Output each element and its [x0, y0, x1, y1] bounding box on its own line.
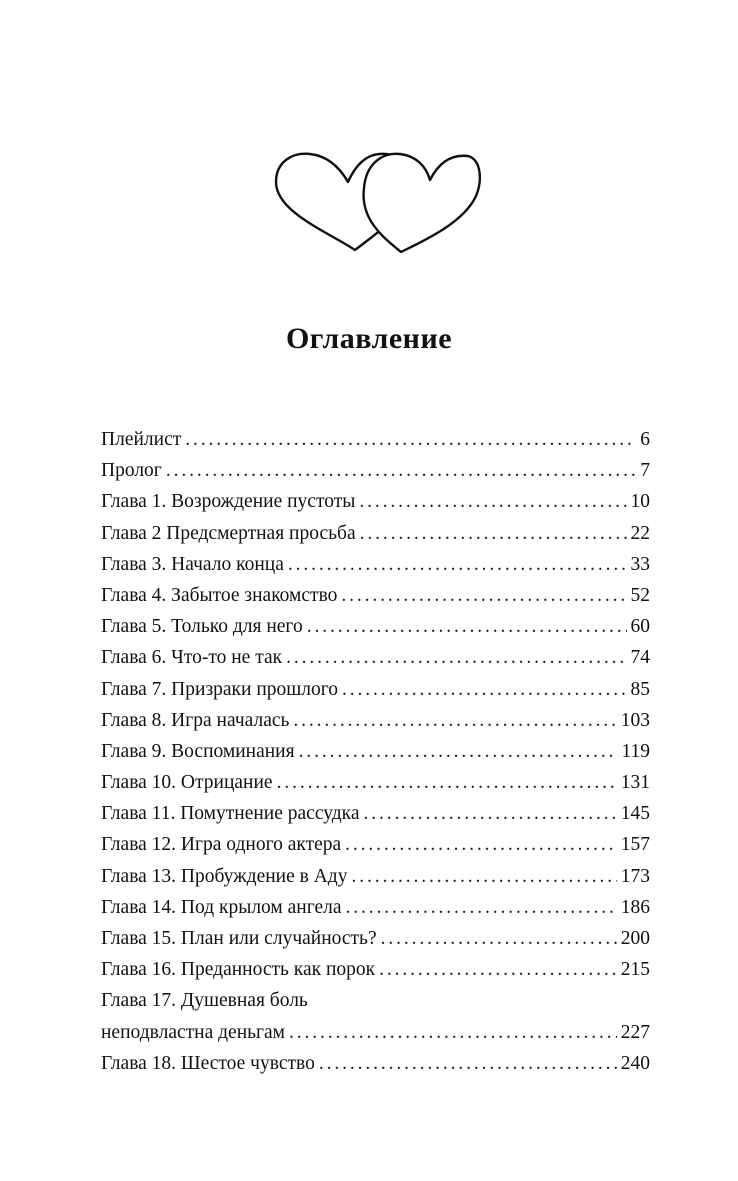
toc-entry-page-number: 227: [620, 1021, 650, 1043]
toc-leader-dots: [359, 486, 626, 517]
toc-leader-dots: [289, 1017, 617, 1048]
toc-entry-label: Глава 13. Пробуждение в Аду: [101, 865, 348, 887]
toc-entry-label: Глава 10. Отрицание: [101, 772, 273, 794]
toc-entry-page-number: 186: [620, 896, 650, 918]
toc-entry-label: Глава 7. Призраки прошлого: [101, 678, 339, 700]
toc-entry[interactable]: [101, 767, 650, 798]
toc-entry-label: Глава 6. Что-то не так: [101, 647, 283, 669]
toc-entry[interactable]: [101, 455, 650, 486]
toc-leader-dots: [346, 892, 617, 923]
toc-entry-page-number: 52: [630, 584, 650, 606]
toc-entry-page-number: 200: [620, 928, 650, 949]
toc-leader-dots: [299, 736, 618, 767]
toc-entry-page-number: 157: [620, 834, 650, 856]
toc-entry[interactable]: [101, 674, 650, 705]
right-heart-icon: [364, 154, 480, 252]
toc-entry[interactable]: [101, 549, 650, 580]
toc-entry-label: Глава 15. План или случайность?: [101, 928, 377, 949]
toc-entry[interactable]: [101, 736, 650, 767]
toc-leader-dots: [341, 580, 626, 611]
toc-leader-dots: [166, 455, 636, 486]
toc-leader-dots: [277, 767, 617, 798]
toc-entry-page-number: 240: [620, 1052, 650, 1074]
toc-entry[interactable]: [101, 923, 650, 954]
toc-leader-dots: [345, 829, 617, 860]
toc-entry[interactable]: [101, 486, 650, 517]
toc-entry[interactable]: [101, 1017, 650, 1048]
toc-entry-label: Глава 11. Помутнение рассудка: [101, 803, 360, 825]
toc-leader-dots: [379, 954, 617, 985]
toc-entry-page-number: 131: [620, 772, 650, 794]
toc-entry[interactable]: [101, 798, 650, 829]
toc-entry-page-number: 60: [630, 616, 650, 638]
toc-leader-dots: [293, 705, 616, 736]
toc-leader-dots: [364, 798, 617, 829]
toc-title: Оглавление: [285, 322, 453, 355]
toc-entry-label: Глава 1. Возрождение пустоты: [101, 491, 356, 513]
toc-entry[interactable]: [101, 580, 650, 611]
toc-entry[interactable]: [101, 705, 650, 736]
toc-entry[interactable]: [101, 985, 650, 1016]
toc-leader-dots: [342, 674, 626, 705]
toc-entry-page-number: 173: [620, 865, 650, 887]
toc-entry-page-number: 103: [620, 709, 650, 731]
toc-leader-dots: [286, 642, 626, 673]
toc-entry-label: Плейлист: [101, 429, 182, 450]
toc-entry[interactable]: [101, 642, 650, 673]
toc-entry-label: Глава 5. Только для него: [101, 616, 303, 638]
toc-entry-label: Глава 2 Предсмертная просьба: [101, 522, 356, 544]
toc-entry[interactable]: [101, 829, 650, 860]
toc-entry-page-number: 7: [640, 460, 650, 482]
toc-entry-label: Глава 9. Воспоминания: [101, 740, 295, 762]
toc-entry-label: Глава 12. Игра одного актера: [101, 834, 342, 856]
toc-entry[interactable]: [101, 892, 650, 923]
two-hearts-icon: [268, 148, 482, 260]
toc-entry[interactable]: [101, 1048, 650, 1079]
toc-entry[interactable]: [101, 518, 650, 549]
toc-entry[interactable]: [101, 424, 650, 455]
table-of-contents: [101, 424, 650, 1079]
toc-entry-page-number: 33: [630, 553, 650, 575]
toc-entry-page-number: 22: [630, 522, 650, 544]
toc-entry-label: Глава 18. Шестое чувство: [101, 1052, 315, 1074]
toc-leader-dots: [360, 518, 627, 549]
toc-entry-label: Глава 14. Под крылом ангела: [101, 896, 342, 918]
toc-entry-label: Глава 8. Игра началась: [101, 709, 290, 731]
toc-entry-page-number: 119: [621, 740, 650, 762]
toc-leader-dots: [288, 549, 627, 580]
toc-entry-page-number: 6: [640, 429, 650, 450]
toc-leader-dots: [319, 1048, 617, 1079]
toc-entry-label: Глава 17. Душевная боль: [101, 990, 308, 1012]
toc-leader-dots: [307, 611, 627, 642]
toc-entry-label: Глава 16. Преданность как порок: [101, 959, 376, 981]
toc-entry[interactable]: [101, 861, 650, 892]
toc-entry-label: Глава 4. Забытое знакомство: [101, 584, 338, 606]
toc-leader-dots: [185, 424, 636, 455]
toc-entry-label: Пролог: [101, 460, 162, 482]
toc-entry-page-number: 10: [630, 491, 650, 513]
toc-entry-page-number: 85: [630, 678, 650, 700]
toc-entry-label: Глава 3. Начало конца: [101, 553, 284, 575]
toc-entry-page-number: 145: [620, 803, 650, 825]
toc-leader-dots: [351, 861, 616, 892]
toc-entry-page-number: 215: [620, 959, 650, 981]
toc-entry[interactable]: [101, 611, 650, 642]
toc-entry-page-number: 74: [630, 647, 650, 669]
toc-entry[interactable]: [101, 954, 650, 985]
toc-leader-dots: [381, 923, 617, 954]
toc-entry-label: неподвластна деньгам: [101, 1021, 286, 1043]
